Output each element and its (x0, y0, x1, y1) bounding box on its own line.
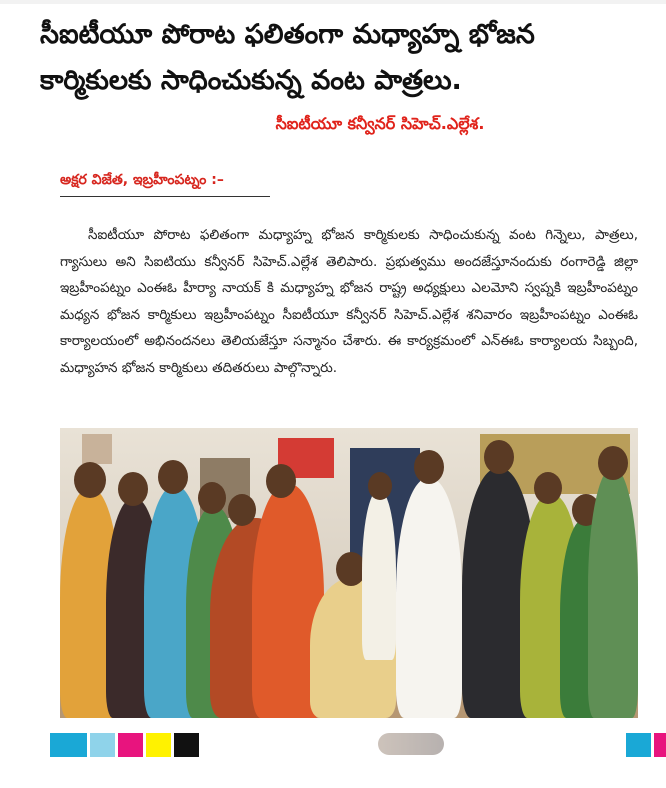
person-head (158, 460, 188, 494)
group-photo-image (60, 428, 638, 718)
person-head (118, 472, 148, 506)
person-head (414, 450, 444, 484)
person (588, 468, 638, 718)
person-head (198, 482, 226, 514)
color-swatch (654, 733, 666, 757)
person-head (228, 494, 256, 526)
person-head (484, 440, 514, 474)
page-indicator (378, 733, 444, 755)
color-swatch (146, 733, 171, 757)
person (396, 478, 462, 718)
article-body: సీఐటీయూ పోరాట ఫలితంగా మధ్యాహ్న భోజన కార్మికులకు సాధించుకున్న వంట గిన్నెలు, పాత్రలు, గ్యాసులు అని సిఐటియు కన్వీనర్ సిహెచ్.ఎల్లేశ తెలిపారు. ప్రభుత్వము అందజేస్తూనందుకు రంగారెడ్డి జిల్లా ఇబ్రహీంపట్నం ఎంఈఓ హీర్యా నాయక్ కి మధ్యాహ్న భోజన రాష్ట్ర అధ్యక్షులు ఎలమోని స్వప్నకి ఇబ్రహీంపట్నం మధ్యన భోజన కార్మికులు ఇబ్రహీంపట్నం సీఐటీయూ కన్వీనర్ సిహెచ్.ఎల్లేశ శనివారం ఇబ్రహీంపట్నం ఎంఈఓ కార్యాలయంలో అభినందనలు తెలియజేస్తూ సన్మానం చేశారు. ఈ కార్యక్రమంలో ఎన్ఈఓ కార్యాలయ సిబ్బంది, మధ్యాహన భోజన కార్మికులు తదితరులు పాల్గొన్నారు. (60, 227, 638, 376)
color-swatch (118, 733, 143, 757)
color-swatch (174, 733, 199, 757)
color-swatch (50, 733, 87, 757)
wall-poster (82, 434, 112, 464)
color-swatch (626, 733, 651, 757)
person-head (74, 462, 106, 498)
person-head (598, 446, 628, 480)
article-byline: సీఐటీయూ కన్వీనర్ సిహెచ్.ఎల్లేశ. (275, 114, 485, 133)
person (362, 490, 396, 660)
article-dateline: అక్షర విజేత, ఇబ్రహీంపట్నం :– (60, 170, 270, 197)
person-head (534, 472, 562, 504)
top-rule (0, 0, 666, 4)
person-head (368, 472, 392, 500)
person-head (266, 464, 296, 498)
article-headline: సీఐటీయూ పోరాట ఫలితంగా మధ్యాహ్న భోజన కార్మికులకు సాధించుకున్న వంట పాత్రలు. (40, 19, 535, 96)
color-swatch (90, 733, 115, 757)
